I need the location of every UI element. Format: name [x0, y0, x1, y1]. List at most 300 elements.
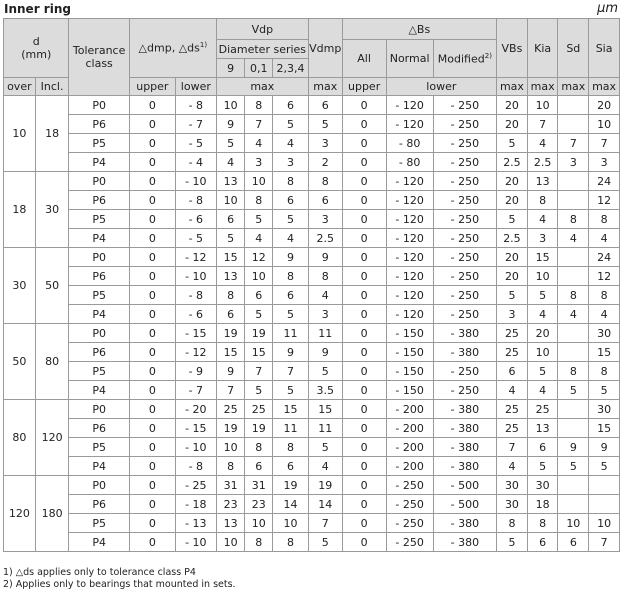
cell-sd — [558, 419, 589, 438]
cell-bs-normal: - 120 — [386, 172, 433, 191]
cell-tolerance-class: P0 — [69, 172, 129, 191]
cell-dmp-lower: - 10 — [175, 438, 216, 457]
cell-dmp-upper: 0 — [129, 533, 175, 552]
header-diameter-series: Diameter series — [216, 40, 308, 59]
cell-vdmp: 6 — [308, 96, 342, 115]
cell-d-over: 80 — [4, 400, 36, 476]
cell-vdp-01: 8 — [245, 96, 273, 115]
header-delta-bs: △Bs — [342, 19, 496, 40]
cell-d-over: 30 — [4, 248, 36, 324]
cell-vdp-9: 9 — [216, 115, 245, 134]
cell-sd — [558, 267, 589, 286]
cell-sia: 4 — [589, 305, 620, 324]
cell-bs-normal: - 150 — [386, 343, 433, 362]
cell-kia: 30 — [527, 476, 558, 495]
cell-dmp-upper: 0 — [129, 229, 175, 248]
header-vdp: Vdp — [216, 19, 308, 40]
cell-vdp-9: 8 — [216, 457, 245, 476]
cell-sd: 3 — [558, 153, 589, 172]
cell-sia: 15 — [589, 343, 620, 362]
cell-vdp-234: 10 — [273, 514, 309, 533]
cell-sd: 4 — [558, 229, 589, 248]
cell-vdp-9: 15 — [216, 248, 245, 267]
cell-vdp-234: 8 — [273, 438, 309, 457]
cell-vdmp: 3 — [308, 210, 342, 229]
cell-sia — [589, 495, 620, 514]
cell-dmp-upper: 0 — [129, 248, 175, 267]
cell-sd: 5 — [558, 381, 589, 400]
table-row — [4, 115, 620, 134]
cell-bs-modified: - 380 — [433, 533, 496, 552]
cell-tolerance-class: P4 — [69, 153, 129, 172]
cell-dmp-upper: 0 — [129, 343, 175, 362]
cell-vdp-01: 10 — [245, 514, 273, 533]
cell-tolerance-class: P0 — [69, 400, 129, 419]
table-row — [4, 248, 620, 267]
cell-vdmp: 3 — [308, 305, 342, 324]
cell-sd — [558, 495, 589, 514]
cell-vdp-234: 6 — [273, 96, 309, 115]
cell-bs-modified: - 380 — [433, 419, 496, 438]
cell-sd: 8 — [558, 286, 589, 305]
cell-sd: 9 — [558, 438, 589, 457]
cell-d-incl: 120 — [35, 400, 69, 476]
cell-dmp-upper: 0 — [129, 514, 175, 533]
cell-vdp-234: 8 — [273, 172, 309, 191]
cell-vbs: 3 — [497, 305, 528, 324]
cell-bs-normal: - 120 — [386, 248, 433, 267]
cell-sd — [558, 248, 589, 267]
cell-bs-all: 0 — [342, 305, 386, 324]
cell-tolerance-class: P6 — [69, 495, 129, 514]
cell-vdp-9: 13 — [216, 172, 245, 191]
cell-vdp-9: 13 — [216, 514, 245, 533]
cell-vbs: 5 — [497, 134, 528, 153]
cell-vbs: 2.5 — [497, 229, 528, 248]
table-row — [4, 438, 620, 457]
unit-label: μm — [597, 1, 618, 16]
cell-vdmp: 11 — [308, 324, 342, 343]
cell-d-incl: 30 — [35, 172, 69, 248]
cell-sia: 15 — [589, 419, 620, 438]
cell-kia: 6 — [527, 533, 558, 552]
cell-bs-normal: - 80 — [386, 153, 433, 172]
cell-bs-modified: - 250 — [433, 267, 496, 286]
cell-vdp-01: 10 — [245, 172, 273, 191]
cell-sd: 4 — [558, 305, 589, 324]
cell-bs-all: 0 — [342, 210, 386, 229]
header-sd: Sd — [558, 19, 589, 78]
cell-bs-all: 0 — [342, 457, 386, 476]
cell-dmp-lower: - 10 — [175, 533, 216, 552]
cell-d-over: 10 — [4, 96, 36, 172]
cell-dmp-lower: - 18 — [175, 495, 216, 514]
cell-vdmp: 19 — [308, 476, 342, 495]
cell-tolerance-class: P0 — [69, 248, 129, 267]
header-series-01: 0,1 — [245, 59, 273, 78]
cell-vdp-01: 31 — [245, 476, 273, 495]
cell-vbs: 8 — [497, 514, 528, 533]
page-title: Inner ring — [4, 2, 71, 16]
header-delta-ds: △ds — [178, 41, 200, 55]
cell-vdp-9: 10 — [216, 96, 245, 115]
cell-bs-modified: - 380 — [433, 514, 496, 533]
cell-vbs: 7 — [497, 438, 528, 457]
cell-vbs: 20 — [497, 267, 528, 286]
cell-vdmp: 7 — [308, 514, 342, 533]
cell-bs-modified: - 500 — [433, 495, 496, 514]
cell-kia: 4 — [527, 381, 558, 400]
cell-vdp-01: 6 — [245, 457, 273, 476]
cell-sia: 7 — [589, 533, 620, 552]
cell-bs-normal: - 120 — [386, 115, 433, 134]
cell-dmp-lower: - 10 — [175, 172, 216, 191]
cell-kia: 15 — [527, 248, 558, 267]
cell-vdp-234: 6 — [273, 191, 309, 210]
cell-bs-normal: - 250 — [386, 533, 433, 552]
cell-d-incl: 50 — [35, 248, 69, 324]
cell-sia: 30 — [589, 324, 620, 343]
cell-bs-all: 0 — [342, 172, 386, 191]
cell-vbs: 4 — [497, 381, 528, 400]
cell-bs-all: 0 — [342, 495, 386, 514]
cell-vdmp: 2.5 — [308, 229, 342, 248]
cell-bs-modified: - 250 — [433, 362, 496, 381]
cell-dmp-upper: 0 — [129, 305, 175, 324]
header-sia-max: max — [589, 78, 620, 96]
cell-tolerance-class: P5 — [69, 134, 129, 153]
cell-bs-all: 0 — [342, 419, 386, 438]
cell-vdp-01: 8 — [245, 438, 273, 457]
cell-bs-normal: - 200 — [386, 419, 433, 438]
cell-vdmp: 9 — [308, 343, 342, 362]
cell-vdp-234: 15 — [273, 400, 309, 419]
cell-bs-all: 0 — [342, 514, 386, 533]
table-row — [4, 305, 620, 324]
cell-vdp-01: 7 — [245, 115, 273, 134]
cell-bs-modified: - 250 — [433, 153, 496, 172]
cell-bs-modified: - 380 — [433, 400, 496, 419]
cell-sd — [558, 115, 589, 134]
table-row — [4, 476, 620, 495]
cell-bs-normal: - 200 — [386, 438, 433, 457]
header-bs-upper: upper — [342, 78, 386, 96]
header-series-9: 9 — [216, 59, 245, 78]
cell-vdp-9: 5 — [216, 134, 245, 153]
cell-sd: 8 — [558, 362, 589, 381]
cell-bs-all: 0 — [342, 229, 386, 248]
header-kia: Kia — [527, 19, 558, 78]
cell-bs-all: 0 — [342, 533, 386, 552]
footnotes — [3, 567, 236, 591]
cell-vdp-234: 6 — [273, 457, 309, 476]
cell-bs-all: 0 — [342, 400, 386, 419]
header-bs-lower: lower — [386, 78, 497, 96]
cell-tolerance-class: P6 — [69, 343, 129, 362]
cell-dmp-upper: 0 — [129, 400, 175, 419]
cell-vbs: 5 — [497, 210, 528, 229]
header-d — [4, 19, 69, 78]
table-row — [4, 324, 620, 343]
cell-vdp-234: 5 — [273, 305, 309, 324]
cell-dmp-upper: 0 — [129, 286, 175, 305]
cell-dmp-upper: 0 — [129, 267, 175, 286]
cell-vdp-01: 23 — [245, 495, 273, 514]
cell-dmp-lower: - 8 — [175, 286, 216, 305]
header-vbs: VBs — [497, 19, 528, 78]
cell-sia — [589, 476, 620, 495]
cell-sia: 10 — [589, 514, 620, 533]
cell-dmp-lower: - 15 — [175, 324, 216, 343]
header-all: All — [342, 40, 386, 78]
cell-sd — [558, 191, 589, 210]
cell-d-incl: 18 — [35, 96, 69, 172]
cell-vdp-234: 7 — [273, 362, 309, 381]
cell-kia: 2.5 — [527, 153, 558, 172]
cell-sd — [558, 400, 589, 419]
cell-bs-normal: - 250 — [386, 514, 433, 533]
cell-vdp-234: 8 — [273, 267, 309, 286]
table-row — [4, 267, 620, 286]
cell-bs-all: 0 — [342, 115, 386, 134]
cell-bs-modified: - 250 — [433, 191, 496, 210]
cell-vbs: 20 — [497, 96, 528, 115]
cell-vdp-234: 4 — [273, 134, 309, 153]
cell-vdp-01: 19 — [245, 324, 273, 343]
cell-bs-modified: - 250 — [433, 96, 496, 115]
cell-vbs: 30 — [497, 476, 528, 495]
cell-dmp-lower: - 25 — [175, 476, 216, 495]
header-delta-dmp: △dmp — [138, 41, 172, 55]
cell-dmp-upper: 0 — [129, 134, 175, 153]
cell-dmp-lower: - 15 — [175, 419, 216, 438]
cell-sd: 10 — [558, 514, 589, 533]
cell-vdmp: 2 — [308, 153, 342, 172]
header-modified-note: 2) — [484, 51, 492, 60]
cell-dmp-lower: - 5 — [175, 134, 216, 153]
cell-vdp-9: 15 — [216, 343, 245, 362]
header-sd-max: max — [558, 78, 589, 96]
cell-dmp-lower: - 12 — [175, 248, 216, 267]
cell-dmp-upper: 0 — [129, 210, 175, 229]
cell-dmp-upper: 0 — [129, 115, 175, 134]
cell-kia: 4 — [527, 210, 558, 229]
cell-tolerance-class: P4 — [69, 229, 129, 248]
cell-kia: 5 — [527, 362, 558, 381]
cell-vbs: 25 — [497, 343, 528, 362]
cell-vdp-01: 4 — [245, 229, 273, 248]
header-incl: Incl. — [35, 78, 69, 96]
cell-kia: 10 — [527, 343, 558, 362]
cell-bs-normal: - 150 — [386, 381, 433, 400]
cell-d-over: 18 — [4, 172, 36, 248]
cell-bs-normal: - 120 — [386, 96, 433, 115]
table-row — [4, 134, 620, 153]
table-row — [4, 191, 620, 210]
cell-vbs: 25 — [497, 400, 528, 419]
cell-bs-all: 0 — [342, 362, 386, 381]
table-body — [4, 96, 620, 552]
cell-d-incl: 180 — [35, 476, 69, 552]
cell-bs-all: 0 — [342, 248, 386, 267]
cell-vdp-9: 19 — [216, 324, 245, 343]
cell-vbs: 5 — [497, 286, 528, 305]
cell-bs-normal: - 120 — [386, 229, 433, 248]
cell-vdp-01: 4 — [245, 134, 273, 153]
header-vdmp-max: max — [308, 78, 342, 96]
cell-vdp-234: 9 — [273, 248, 309, 267]
cell-dmp-upper: 0 — [129, 172, 175, 191]
cell-bs-modified: - 500 — [433, 476, 496, 495]
table-row — [4, 172, 620, 191]
cell-dmp-lower: - 12 — [175, 343, 216, 362]
cell-vdp-234: 4 — [273, 229, 309, 248]
cell-bs-normal: - 250 — [386, 495, 433, 514]
cell-kia: 10 — [527, 96, 558, 115]
cell-vdp-9: 31 — [216, 476, 245, 495]
cell-bs-modified: - 250 — [433, 210, 496, 229]
cell-kia: 8 — [527, 191, 558, 210]
cell-sia: 5 — [589, 381, 620, 400]
table-row — [4, 153, 620, 172]
cell-bs-all: 0 — [342, 476, 386, 495]
cell-tolerance-class: P5 — [69, 286, 129, 305]
cell-sd: 5 — [558, 457, 589, 476]
cell-kia: 8 — [527, 514, 558, 533]
cell-vdp-01: 5 — [245, 381, 273, 400]
cell-vdmp: 5 — [308, 438, 342, 457]
cell-vdmp: 8 — [308, 267, 342, 286]
header-series-234: 2,3,4 — [273, 59, 309, 78]
cell-sia: 24 — [589, 248, 620, 267]
cell-dmp-lower: - 20 — [175, 400, 216, 419]
cell-dmp-lower: - 7 — [175, 381, 216, 400]
cell-sia: 24 — [589, 172, 620, 191]
cell-kia: 4 — [527, 134, 558, 153]
cell-sia: 4 — [589, 229, 620, 248]
cell-sd — [558, 172, 589, 191]
cell-vdp-01: 12 — [245, 248, 273, 267]
table-row — [4, 495, 620, 514]
cell-bs-modified: - 380 — [433, 457, 496, 476]
cell-dmp-upper: 0 — [129, 362, 175, 381]
cell-kia: 10 — [527, 267, 558, 286]
header-over: over — [4, 78, 36, 96]
cell-vdp-9: 6 — [216, 210, 245, 229]
cell-vdp-9: 6 — [216, 305, 245, 324]
cell-bs-all: 0 — [342, 381, 386, 400]
cell-kia: 5 — [527, 286, 558, 305]
cell-sd — [558, 476, 589, 495]
table-row — [4, 229, 620, 248]
cell-vbs: 4 — [497, 457, 528, 476]
cell-vdmp: 5 — [308, 533, 342, 552]
cell-vdp-01: 5 — [245, 210, 273, 229]
cell-bs-normal: - 150 — [386, 362, 433, 381]
cell-bs-all: 0 — [342, 153, 386, 172]
cell-d-over: 120 — [4, 476, 36, 552]
cell-vdp-234: 8 — [273, 533, 309, 552]
cell-dmp-lower: - 8 — [175, 96, 216, 115]
header-delta-ds-note: 1) — [199, 41, 208, 50]
cell-vdmp: 6 — [308, 191, 342, 210]
cell-vbs: 5 — [497, 533, 528, 552]
cell-dmp-lower: - 9 — [175, 362, 216, 381]
cell-vdmp: 4 — [308, 286, 342, 305]
cell-bs-modified: - 250 — [433, 305, 496, 324]
cell-dmp-upper: 0 — [129, 191, 175, 210]
cell-vbs: 25 — [497, 419, 528, 438]
table-row — [4, 514, 620, 533]
table-row — [4, 286, 620, 305]
cell-sd: 7 — [558, 134, 589, 153]
cell-vdmp: 15 — [308, 400, 342, 419]
cell-bs-modified: - 250 — [433, 229, 496, 248]
cell-sia: 10 — [589, 115, 620, 134]
cell-dmp-upper: 0 — [129, 153, 175, 172]
cell-kia: 20 — [527, 324, 558, 343]
cell-tolerance-class: P0 — [69, 96, 129, 115]
cell-vbs: 25 — [497, 324, 528, 343]
cell-vdp-01: 19 — [245, 419, 273, 438]
cell-vbs: 20 — [497, 191, 528, 210]
cell-tolerance-class: P6 — [69, 267, 129, 286]
cell-tolerance-class: P6 — [69, 115, 129, 134]
cell-dmp-upper: 0 — [129, 495, 175, 514]
cell-bs-normal: - 200 — [386, 400, 433, 419]
cell-sia: 5 — [589, 457, 620, 476]
cell-bs-modified: - 380 — [433, 324, 496, 343]
cell-vdmp: 3 — [308, 134, 342, 153]
header-d-symbol: d — [32, 35, 40, 48]
cell-vbs: 6 — [497, 362, 528, 381]
cell-dmp-upper: 0 — [129, 96, 175, 115]
cell-vdmp: 14 — [308, 495, 342, 514]
cell-sd — [558, 96, 589, 115]
cell-vdp-234: 11 — [273, 324, 309, 343]
cell-sia: 8 — [589, 362, 620, 381]
cell-vdp-01: 8 — [245, 533, 273, 552]
table-row — [4, 362, 620, 381]
cell-bs-normal: - 120 — [386, 305, 433, 324]
cell-sia: 30 — [589, 400, 620, 419]
cell-vdp-9: 9 — [216, 362, 245, 381]
cell-sia: 12 — [589, 191, 620, 210]
header-vbs-max: max — [497, 78, 528, 96]
cell-tolerance-class: P5 — [69, 438, 129, 457]
cell-tolerance-class: P4 — [69, 305, 129, 324]
cell-tolerance-class: P4 — [69, 381, 129, 400]
cell-vdp-234: 6 — [273, 286, 309, 305]
cell-vdp-9: 8 — [216, 286, 245, 305]
cell-vdp-9: 4 — [216, 153, 245, 172]
table-row — [4, 96, 620, 115]
cell-vdp-01: 25 — [245, 400, 273, 419]
cell-bs-normal: - 120 — [386, 286, 433, 305]
cell-tolerance-class: P5 — [69, 514, 129, 533]
cell-vdp-01: 10 — [245, 267, 273, 286]
cell-vdp-9: 13 — [216, 267, 245, 286]
cell-sd — [558, 343, 589, 362]
cell-bs-modified: - 250 — [433, 248, 496, 267]
cell-dmp-upper: 0 — [129, 476, 175, 495]
header-normal: Normal — [386, 40, 433, 78]
cell-bs-modified: - 380 — [433, 343, 496, 362]
cell-sd: 8 — [558, 210, 589, 229]
cell-dmp-lower: - 6 — [175, 210, 216, 229]
cell-vdp-01: 5 — [245, 305, 273, 324]
cell-bs-modified: - 250 — [433, 172, 496, 191]
